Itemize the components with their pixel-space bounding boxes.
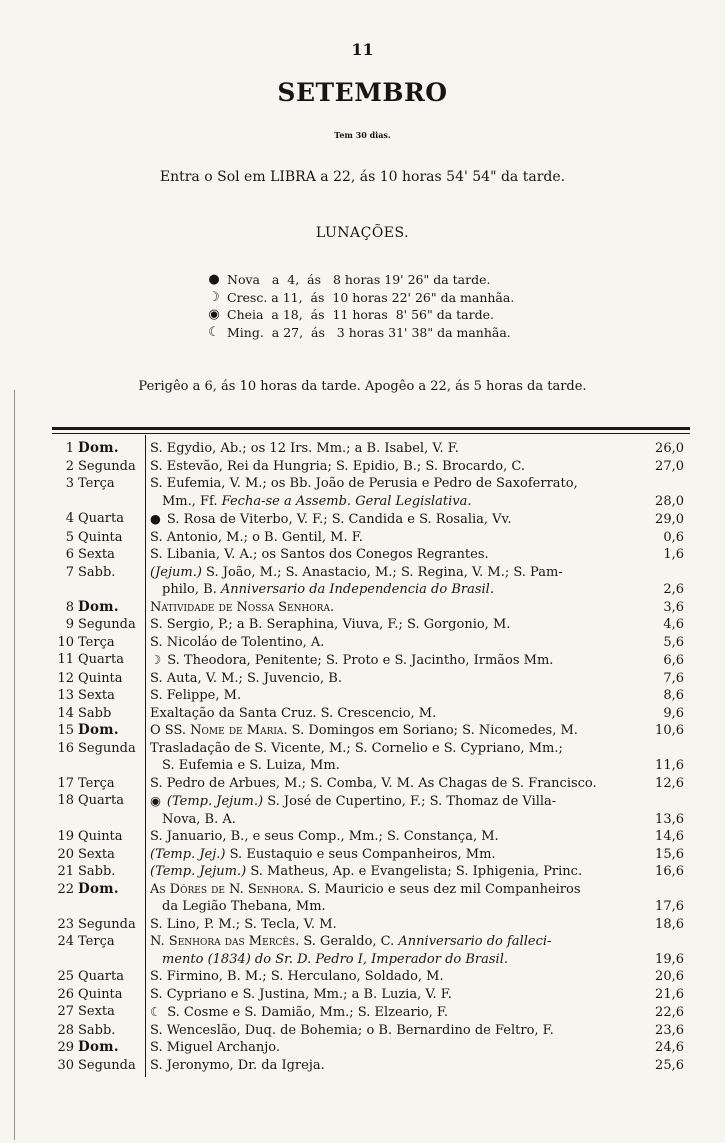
weekday: Terça xyxy=(78,634,115,650)
day-entry xyxy=(146,458,636,476)
moon-age-value: 2,6 xyxy=(663,582,684,597)
entry-text: As Dôres de N. Senhora. xyxy=(150,881,304,897)
calendar-row xyxy=(52,705,690,723)
calendar-row xyxy=(52,599,690,617)
moon-age-value: 16,6 xyxy=(655,864,684,879)
day-number: 22 xyxy=(57,881,74,897)
moon-age-value: 27,0 xyxy=(655,458,684,474)
entry-text: S. José de Cupertino, F.; S. Thomaz de Villa- xyxy=(263,794,557,809)
entry-line xyxy=(150,811,632,829)
calendar-row xyxy=(52,828,690,846)
calendar-row xyxy=(52,564,690,599)
entry-text: S. Cypriano e S. Justina, Mm.; a B. Luzia, V. F. xyxy=(150,986,452,1002)
entry-text: O SS. Nome de Maria. xyxy=(150,723,288,738)
day-entry xyxy=(146,1003,636,1022)
day-entry xyxy=(146,687,636,705)
entry-text: S. Auta, V. M.; S. Juvencio, B. xyxy=(150,670,342,686)
day-number: 30 xyxy=(57,1057,74,1073)
moon-age-value: 0,6 xyxy=(663,529,684,545)
entry-line xyxy=(150,951,632,969)
new-moon-icon: ● xyxy=(150,511,165,526)
weekday: Quarta xyxy=(78,969,124,984)
day-entry xyxy=(146,1039,636,1057)
entry-line xyxy=(150,651,632,670)
entry-line xyxy=(150,933,632,951)
moon-phases-list xyxy=(205,271,514,341)
entry-line xyxy=(150,775,632,793)
calendar-row xyxy=(52,846,690,864)
new-moon-icon: ● xyxy=(208,272,220,288)
weekday: Segunda xyxy=(78,1057,136,1073)
moon-age-value: 22,6 xyxy=(655,1005,684,1020)
entry-line xyxy=(150,846,632,864)
calendar-row xyxy=(52,968,690,986)
entry-line xyxy=(150,898,632,916)
entry-text: S. Eustaquio e seus Companheiros, Mm. xyxy=(225,846,496,862)
entry-line xyxy=(150,581,632,599)
page-number: 11 xyxy=(351,40,374,59)
weekday: Quinta xyxy=(78,529,123,545)
day-number: 26 xyxy=(57,986,74,1002)
day-entry xyxy=(146,846,636,864)
moon-age-value: 11,6 xyxy=(655,758,684,773)
calendar-row xyxy=(52,933,690,968)
entry-line xyxy=(150,475,632,493)
moon-age-value: 24,6 xyxy=(655,1040,684,1055)
calendar-row xyxy=(52,722,690,740)
day-number: 27 xyxy=(57,1004,74,1019)
calendar-row xyxy=(52,1003,690,1022)
entry-line xyxy=(150,440,632,458)
moon-age-value: 18,6 xyxy=(655,916,684,932)
moon-age-value: 29,0 xyxy=(655,512,684,527)
weekday: Sabb xyxy=(78,705,112,721)
entry-line xyxy=(150,687,632,705)
day-entry xyxy=(146,986,636,1004)
calendar-row xyxy=(52,440,690,458)
phase-text: Cresc. a 11, ás 10 horas 22' 26" da manhãa. xyxy=(227,289,515,305)
entry-text: S. Nicoláo de Tolentino, A. xyxy=(150,634,325,650)
moon-age-value: 28,0 xyxy=(655,493,684,509)
full-moon-icon: ◉ xyxy=(150,793,165,808)
calendar-row xyxy=(52,670,690,688)
entry-line xyxy=(150,564,632,582)
entry-line xyxy=(150,705,632,723)
weekday: Quinta xyxy=(78,829,123,844)
phase-text: Nova a 4, ás 8 horas 19' 26" da tarde. xyxy=(227,272,491,288)
phase-text: Cheia a 18, ás 11 horas 8' 56" da tarde. xyxy=(227,307,494,323)
entry-line xyxy=(150,968,632,986)
entry-line xyxy=(150,863,632,881)
moon-age-value: 4,6 xyxy=(663,617,684,632)
calendar-row xyxy=(52,986,690,1004)
day-entry xyxy=(146,863,636,881)
entry-text: S. Pedro de Arbues, M.; S. Comba, V. M. As Chagas de S. Francisco. xyxy=(150,775,597,791)
weekday: Segunda xyxy=(78,740,136,756)
day-entry xyxy=(146,510,636,529)
weekday: Terça xyxy=(78,476,115,491)
calendar-row xyxy=(52,546,690,564)
entry-line xyxy=(150,881,632,899)
weekday: Dom. xyxy=(78,722,119,738)
entry-line xyxy=(150,1039,632,1057)
entry-text: S. Firmino, B. M.; S. Herculano, Soldado, M. xyxy=(150,969,444,984)
day-entry xyxy=(146,775,636,793)
calendar-row xyxy=(52,1057,690,1075)
day-entry xyxy=(146,705,636,723)
entry-text: S. Sergio, P.; a B. Seraphina, Viuva, F.; S. Gorgonio, M. xyxy=(150,617,511,632)
entry-line xyxy=(150,740,632,758)
entry-line xyxy=(150,616,632,634)
entry-line xyxy=(150,493,632,511)
entry-line xyxy=(150,599,632,617)
entry-text: S. Jeronymo, Dr. da Igreja. xyxy=(150,1057,325,1073)
day-number: 11 xyxy=(57,652,74,667)
weekday: Dom. xyxy=(78,440,119,456)
weekday: Sexta xyxy=(78,547,115,562)
entry-text: S. Felippe, M. xyxy=(150,688,242,703)
first-quarter-moon-icon: ☽ xyxy=(150,652,166,667)
entry-text: S. Cosme e S. Damião, Mm.; S. Elzeario, F. xyxy=(167,1005,449,1020)
moon-age-value: 9,6 xyxy=(663,705,684,721)
entry-line xyxy=(150,828,632,846)
entry-text: S. Eufemia e S. Luiza, Mm. xyxy=(162,758,340,773)
day-entry xyxy=(146,740,636,775)
weekday: Quinta xyxy=(78,986,123,1002)
calendar-row xyxy=(52,687,690,705)
days-note: Tem 30 dias. xyxy=(334,130,391,140)
entry-text: S. Rosa de Viterbo, V. F.; S. Candida e S. Rosalia, Vv. xyxy=(166,512,512,527)
phase-full-moon xyxy=(205,306,514,324)
entry-line xyxy=(150,510,632,529)
day-entry xyxy=(146,599,636,617)
entry-text: S. Theodora, Penitente; S. Proto e S. Jacintho, Irmãos Mm. xyxy=(167,653,554,668)
entry-text: Natividade de Nossa Senhora. xyxy=(150,599,335,615)
entry-text: S. Domingos em Soriano; S. Nicomedes, M. xyxy=(287,723,578,738)
month-title: SETEMBRO xyxy=(277,78,448,107)
calendar-row xyxy=(52,775,690,793)
calendar-row xyxy=(52,475,690,510)
entry-text: S. Wenceslão, Duq. de Bohemia; o B. Bernardino de Feltro, F. xyxy=(150,1022,554,1038)
phase-new-moon xyxy=(205,271,514,289)
day-number: 19 xyxy=(57,829,74,844)
sun-entry: Entra o Sol em LIBRA a 22, ás 10 horas 54' 54" da tarde. xyxy=(159,169,566,185)
entry-text: Nova, B. A. xyxy=(162,811,236,827)
moon-age-value: 7,6 xyxy=(663,670,684,686)
entry-text: Mm., Ff. xyxy=(162,493,222,509)
day-entry xyxy=(146,475,636,510)
weekday: Terça xyxy=(78,934,115,949)
entry-text: S. Estevão, Rei da Hungria; S. Epidio, B.; S. Brocardo, C. xyxy=(150,458,526,474)
entry-text: S. Miguel Archanjo. xyxy=(150,1040,280,1055)
entry-line xyxy=(150,722,632,740)
day-number: 5 xyxy=(65,529,74,545)
moon-age-value: 5,6 xyxy=(663,634,684,650)
calendar-row xyxy=(52,510,690,529)
calendar-row xyxy=(52,881,690,916)
day-number: 4 xyxy=(65,511,74,526)
weekday: Quinta xyxy=(78,670,123,686)
weekday: Sexta xyxy=(78,688,115,703)
calendar-row xyxy=(52,634,690,652)
entry-text: (Temp. Jejum.) xyxy=(150,864,247,879)
entry-text: S. Libania, V. A.; os Santos dos Conegos Regrantes. xyxy=(150,547,489,562)
calendar-row xyxy=(52,916,690,934)
day-entry xyxy=(146,564,636,599)
phase-last-quarter xyxy=(205,324,514,342)
table-top-rule-thick xyxy=(52,427,690,430)
day-entry xyxy=(146,616,636,634)
phase-first-quarter xyxy=(205,289,514,307)
day-number: 7 xyxy=(65,564,74,580)
calendar-body xyxy=(52,440,690,1074)
weekday: Dom. xyxy=(78,598,119,615)
entry-text: (Temp. Jej.) xyxy=(150,846,226,862)
day-number: 25 xyxy=(57,969,74,984)
entry-text: S. Lino, P. M.; S. Tecla, V. M. xyxy=(150,916,337,932)
first-quarter-moon-icon: ☽ xyxy=(208,289,220,305)
day-entry xyxy=(146,529,636,547)
entry-text: S. Egydio, Ab.; os 12 Irs. Mm.; a B. Isabel, V. F. xyxy=(150,441,459,456)
day-number: 24 xyxy=(57,934,74,949)
perigee-apogee-note: Perigêo a 6, ás 10 horas da tarde. Apogêo a 22, ás 5 horas da tarde. xyxy=(138,379,587,394)
entry-line xyxy=(150,546,632,564)
entry-line xyxy=(150,1022,632,1040)
moon-age-value: 23,6 xyxy=(655,1022,684,1038)
entry-text: Anniversario da Independencia do Brasil. xyxy=(220,582,494,597)
day-number: 28 xyxy=(57,1022,74,1038)
last-quarter-moon-icon: ☾ xyxy=(208,324,220,340)
entry-text: (Jejum.) xyxy=(150,564,202,580)
entry-line xyxy=(150,634,632,652)
entry-line xyxy=(150,458,632,476)
entry-text: S. João, M.; S. Anastacio, M.; S. Regina, V. M.; S. Pam- xyxy=(201,564,563,580)
day-entry xyxy=(146,670,636,688)
day-number: 18 xyxy=(57,793,74,808)
entry-text: Trasladação de S. Vicente, M.; S. Cornelio e S. Cypriano, Mm.; xyxy=(150,740,563,756)
day-entry xyxy=(146,440,636,458)
day-number: 9 xyxy=(65,617,74,632)
calendar-table xyxy=(52,440,690,1074)
day-number: 6 xyxy=(65,547,74,562)
page-edge-line xyxy=(14,390,15,1140)
entry-text: S. Geraldo, C. xyxy=(299,934,399,949)
weekday: Quarta xyxy=(78,652,124,667)
entry-line xyxy=(150,986,632,1004)
calendar-row xyxy=(52,458,690,476)
weekday: Segunda xyxy=(78,916,136,932)
weekday: Sabb. xyxy=(78,1022,116,1038)
day-number: 23 xyxy=(57,916,74,932)
moon-age-value: 20,6 xyxy=(655,969,684,984)
day-entry xyxy=(146,722,636,740)
calendar-row xyxy=(52,1039,690,1057)
day-entry xyxy=(146,1022,636,1040)
day-number: 29 xyxy=(57,1040,74,1055)
full-moon-icon: ◉ xyxy=(208,307,220,323)
entry-text: (Temp. Jejum.) xyxy=(166,794,264,809)
moon-age-value: 14,6 xyxy=(655,829,684,844)
day-entry xyxy=(146,933,636,968)
weekday: Terça xyxy=(78,775,115,791)
day-entry xyxy=(146,968,636,986)
moon-age-value: 17,6 xyxy=(655,899,684,914)
entry-line xyxy=(150,1003,632,1022)
weekday: Segunda xyxy=(78,458,136,474)
entry-text: S. Antonio, M.; o B. Gentil, M. F. xyxy=(150,529,363,545)
day-number: 1 xyxy=(65,441,74,456)
entry-text: S. Matheus, Ap. e Evangelista; S. Iphigenia, Princ. xyxy=(246,864,583,879)
phase-text: Ming. a 27, ás 3 horas 31' 38" da manhãa. xyxy=(227,324,511,340)
day-number: 13 xyxy=(57,688,74,703)
weekday: Sabb. xyxy=(78,864,116,879)
weekday: Sexta xyxy=(78,1004,115,1019)
lunations-title: LUNAÇÕES. xyxy=(315,225,410,241)
weekday: Segunda xyxy=(78,617,136,632)
calendar-row xyxy=(52,529,690,547)
calendar-row xyxy=(52,740,690,775)
calendar-row xyxy=(52,792,690,828)
day-entry xyxy=(146,881,636,916)
weekday: Dom. xyxy=(78,880,119,897)
last-quarter-moon-icon: ☾ xyxy=(150,1004,166,1019)
entry-text: N. Senhora das Mercês. xyxy=(150,934,300,949)
table-top-rule-thin xyxy=(52,433,690,434)
moon-age-value: 8,6 xyxy=(663,688,684,703)
day-number: 3 xyxy=(65,476,74,491)
day-number: 20 xyxy=(57,846,74,862)
moon-age-value: 21,6 xyxy=(655,986,684,1002)
entry-line xyxy=(150,792,632,811)
day-number: 15 xyxy=(57,723,74,738)
entry-text: mento (1834) do Sr. D. Pedro I, Imperador do Brasil. xyxy=(162,951,509,967)
calendar-row xyxy=(52,616,690,634)
day-number: 17 xyxy=(57,775,74,791)
day-entry xyxy=(146,828,636,846)
moon-age-value: 6,6 xyxy=(663,653,684,668)
entry-line xyxy=(150,1057,632,1075)
weekday: Sabb. xyxy=(78,564,116,580)
day-number: 21 xyxy=(57,864,74,879)
entry-text: Fecha-se a Assemb. Geral Legislativa. xyxy=(221,493,472,509)
moon-age-value: 1,6 xyxy=(663,547,684,562)
entry-text: Anniversario do falleci- xyxy=(398,934,552,949)
calendar-row xyxy=(52,1022,690,1040)
moon-age-value: 10,6 xyxy=(655,723,684,738)
day-entry xyxy=(146,651,636,670)
moon-age-value: 13,6 xyxy=(655,811,684,827)
day-number: 8 xyxy=(65,599,74,615)
day-number: 2 xyxy=(65,458,74,474)
weekday: Quarta xyxy=(78,511,124,526)
moon-age-value: 12,6 xyxy=(655,775,684,791)
weekday: Quarta xyxy=(78,793,124,808)
day-number: 16 xyxy=(57,740,74,756)
calendar-row xyxy=(52,863,690,881)
entry-text: S. Mauricio e seus dez mil Companheiros xyxy=(303,881,581,897)
entry-line xyxy=(150,529,632,547)
entry-text: da Legião Thebana, Mm. xyxy=(162,899,326,914)
day-number: 12 xyxy=(57,670,74,686)
day-number: 14 xyxy=(57,705,74,721)
day-entry xyxy=(146,1057,636,1075)
entry-text: philo, B. xyxy=(162,582,221,597)
entry-line xyxy=(150,670,632,688)
entry-line xyxy=(150,916,632,934)
moon-age-value: 25,6 xyxy=(655,1057,684,1073)
day-entry xyxy=(146,916,636,934)
moon-age-value: 3,6 xyxy=(663,599,684,615)
moon-age-value: 19,6 xyxy=(655,951,684,967)
moon-age-value: 15,6 xyxy=(655,846,684,862)
weekday: Sexta xyxy=(78,846,115,862)
moon-age-value: 26,0 xyxy=(655,441,684,456)
calendar-row xyxy=(52,651,690,670)
entry-line xyxy=(150,757,632,775)
day-entry xyxy=(146,792,636,828)
day-number: 10 xyxy=(57,634,74,650)
day-entry xyxy=(146,546,636,564)
day-entry xyxy=(146,634,636,652)
entry-text: Exaltação da Santa Cruz. S. Crescencio, M. xyxy=(150,705,437,721)
entry-text: S. Januario, B., e seus Comp., Mm.; S. Constança, M. xyxy=(150,829,499,844)
weekday: Dom. xyxy=(78,1039,119,1055)
entry-text: S. Eufemia, V. M.; os Bb. João de Perusia e Pedro de Saxoferrato, xyxy=(150,476,578,491)
